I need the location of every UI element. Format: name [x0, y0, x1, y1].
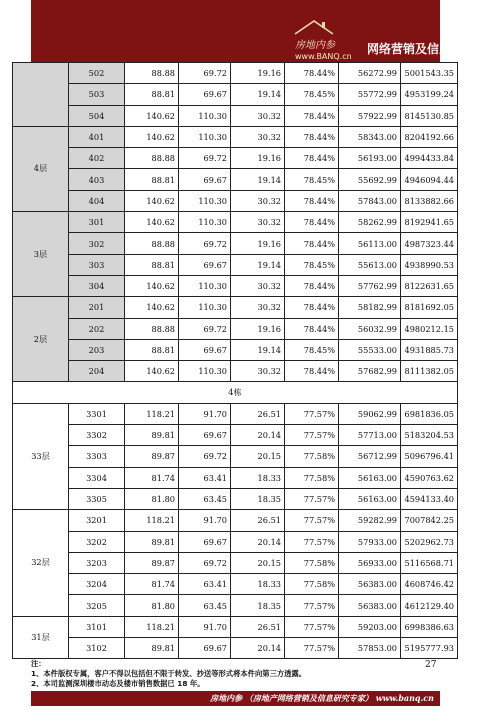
- unit-cell: 3305: [69, 488, 125, 509]
- value-cell: 4938990.53: [401, 254, 458, 275]
- table-row: [13, 361, 458, 382]
- unit-cell: 3301: [69, 403, 125, 424]
- value-cell: 5195777.93: [401, 638, 458, 659]
- value-cell: 69.67: [179, 339, 231, 360]
- value-cell: 140.62: [125, 361, 179, 382]
- value-cell: 59203.00: [339, 616, 401, 637]
- value-cell: 91.70: [179, 403, 231, 424]
- value-cell: 19.14: [231, 84, 285, 105]
- value-cell: 78.44%: [285, 318, 339, 339]
- value-cell: 55772.99: [339, 84, 401, 105]
- unit-cell: 302: [69, 233, 125, 254]
- value-cell: 4946094.44: [401, 169, 458, 190]
- table-row: [13, 552, 458, 573]
- value-cell: 77.57%: [285, 403, 339, 424]
- value-cell: 26.51: [231, 403, 285, 424]
- unit-cell: 504: [69, 105, 125, 126]
- value-cell: 18.33: [231, 467, 285, 488]
- unit-cell: 3201: [69, 510, 125, 531]
- value-cell: 88.88: [125, 63, 179, 84]
- value-cell: 18.35: [231, 488, 285, 509]
- unit-cell: 402: [69, 148, 125, 169]
- value-cell: 20.14: [231, 531, 285, 552]
- unit-cell: 202: [69, 318, 125, 339]
- value-cell: 57713.00: [339, 425, 401, 446]
- value-cell: 57682.99: [339, 361, 401, 382]
- value-cell: 110.30: [179, 297, 231, 318]
- value-cell: 78.45%: [285, 169, 339, 190]
- value-cell: 77.57%: [285, 510, 339, 531]
- notes-line-1: 1、本件版权专属，客户不得以包括但不限于转发、抄送等形式将本件向第三方透露。: [31, 669, 307, 678]
- value-cell: 77.58%: [285, 552, 339, 573]
- value-cell: 69.67: [179, 254, 231, 275]
- value-cell: 89.81: [125, 638, 179, 659]
- unit-cell: 401: [69, 126, 125, 147]
- value-cell: 140.62: [125, 190, 179, 211]
- table-row: [13, 339, 458, 360]
- value-cell: 77.58%: [285, 574, 339, 595]
- value-cell: 6998386.63: [401, 616, 458, 637]
- unit-cell: 3102: [69, 638, 125, 659]
- value-cell: 6981836.05: [401, 403, 458, 424]
- value-cell: 4612129.40: [401, 595, 458, 616]
- value-cell: 20.14: [231, 638, 285, 659]
- value-cell: 78.44%: [285, 233, 339, 254]
- table-row: [13, 275, 458, 296]
- value-cell: 5202962.73: [401, 531, 458, 552]
- value-cell: 69.72: [179, 63, 231, 84]
- value-cell: 5001543.35: [401, 63, 458, 84]
- floor-cell: 32层: [13, 510, 69, 616]
- value-cell: 78.45%: [285, 339, 339, 360]
- value-cell: 57843.00: [339, 190, 401, 211]
- header-title: 网络营销及信息研究专家: [367, 42, 499, 56]
- value-cell: 77.57%: [285, 616, 339, 637]
- value-cell: 56712.99: [339, 446, 401, 467]
- table-row: [13, 531, 458, 552]
- value-cell: 118.21: [125, 510, 179, 531]
- value-cell: 56383.00: [339, 595, 401, 616]
- unit-cell: 303: [69, 254, 125, 275]
- notes-line-2: 2、本司监测深圳楼市动态及楼市销售数据已 18 年。: [31, 679, 205, 688]
- value-cell: 19.14: [231, 339, 285, 360]
- value-cell: 118.21: [125, 403, 179, 424]
- unit-cell: 3205: [69, 595, 125, 616]
- unit-cell: 3304: [69, 467, 125, 488]
- price-table-body: [13, 63, 458, 659]
- value-cell: 57762.99: [339, 275, 401, 296]
- unit-cell: 503: [69, 84, 125, 105]
- value-cell: 78.44%: [285, 190, 339, 211]
- value-cell: 56163.00: [339, 467, 401, 488]
- value-cell: 88.81: [125, 169, 179, 190]
- unit-cell: 3202: [69, 531, 125, 552]
- value-cell: 55692.99: [339, 169, 401, 190]
- value-cell: 20.15: [231, 552, 285, 573]
- value-cell: 30.32: [231, 361, 285, 382]
- value-cell: 58182.99: [339, 297, 401, 318]
- value-cell: 4594133.40: [401, 488, 458, 509]
- value-cell: 69.67: [179, 84, 231, 105]
- value-cell: 8192941.65: [401, 212, 458, 233]
- value-cell: 8122631.65: [401, 275, 458, 296]
- value-cell: 56272.99: [339, 63, 401, 84]
- value-cell: 4953199.24: [401, 84, 458, 105]
- value-cell: 18.33: [231, 574, 285, 595]
- table-row: [13, 190, 458, 211]
- unit-cell: 201: [69, 297, 125, 318]
- value-cell: 77.57%: [285, 425, 339, 446]
- value-cell: 56163.00: [339, 488, 401, 509]
- value-cell: 110.30: [179, 361, 231, 382]
- value-cell: 57933.00: [339, 531, 401, 552]
- unit-cell: 404: [69, 190, 125, 211]
- table-row: [13, 467, 458, 488]
- value-cell: 88.81: [125, 254, 179, 275]
- value-cell: 78.44%: [285, 148, 339, 169]
- value-cell: 140.62: [125, 212, 179, 233]
- value-cell: 4994433.84: [401, 148, 458, 169]
- value-cell: 57853.00: [339, 638, 401, 659]
- value-cell: 91.70: [179, 616, 231, 637]
- table-row: [13, 488, 458, 509]
- value-cell: 77.57%: [285, 638, 339, 659]
- value-cell: 18.35: [231, 595, 285, 616]
- value-cell: 77.57%: [285, 531, 339, 552]
- value-cell: 63.45: [179, 595, 231, 616]
- value-cell: 19.16: [231, 318, 285, 339]
- value-cell: 89.81: [125, 425, 179, 446]
- value-cell: 4987323.44: [401, 233, 458, 254]
- floor-cell: 3层: [13, 212, 69, 297]
- value-cell: 8111382.05: [401, 361, 458, 382]
- unit-cell: 403: [69, 169, 125, 190]
- brand-logo-text: 房地内参: [295, 40, 335, 51]
- floor-cell: [13, 63, 69, 127]
- unit-cell: 203: [69, 339, 125, 360]
- value-cell: 110.30: [179, 275, 231, 296]
- value-cell: 88.88: [125, 318, 179, 339]
- section-label: 4栋: [13, 382, 458, 403]
- value-cell: 81.80: [125, 488, 179, 509]
- unit-cell: 3204: [69, 574, 125, 595]
- value-cell: 5183204.53: [401, 425, 458, 446]
- value-cell: 69.67: [179, 425, 231, 446]
- value-cell: 78.44%: [285, 361, 339, 382]
- table-row: [13, 638, 458, 659]
- value-cell: 30.32: [231, 105, 285, 126]
- value-cell: 89.87: [125, 552, 179, 573]
- table-row: [13, 403, 458, 424]
- value-cell: 110.30: [179, 105, 231, 126]
- page-number: 27: [425, 660, 437, 670]
- table-row: [13, 126, 458, 147]
- value-cell: 30.32: [231, 297, 285, 318]
- footer-bar: 房地内参 （房地产网络营销及信息研究专家） www.banq.cn: [31, 691, 440, 706]
- value-cell: 30.32: [231, 190, 285, 211]
- floor-cell: 4层: [13, 126, 69, 211]
- value-cell: 89.87: [125, 446, 179, 467]
- value-cell: 19.14: [231, 169, 285, 190]
- value-cell: 8133882.66: [401, 190, 458, 211]
- table-row: [13, 148, 458, 169]
- value-cell: 63.41: [179, 574, 231, 595]
- value-cell: 58343.00: [339, 126, 401, 147]
- unit-cell: 502: [69, 63, 125, 84]
- value-cell: 56193.00: [339, 148, 401, 169]
- value-cell: 19.14: [231, 254, 285, 275]
- value-cell: 78.44%: [285, 212, 339, 233]
- section-row: [13, 382, 458, 403]
- brand-site: www.BANQ.cn: [295, 52, 352, 61]
- value-cell: 88.81: [125, 84, 179, 105]
- table-row: [13, 105, 458, 126]
- unit-cell: 3203: [69, 552, 125, 573]
- value-cell: 77.58%: [285, 446, 339, 467]
- value-cell: 81.74: [125, 467, 179, 488]
- value-cell: 58262.99: [339, 212, 401, 233]
- table-row: [13, 318, 458, 339]
- value-cell: 140.62: [125, 297, 179, 318]
- notes-heading: 注：: [31, 659, 46, 668]
- value-cell: 140.62: [125, 126, 179, 147]
- price-table: [12, 62, 458, 659]
- unit-cell: 204: [69, 361, 125, 382]
- value-cell: 110.30: [179, 190, 231, 211]
- value-cell: 30.32: [231, 212, 285, 233]
- value-cell: 77.57%: [285, 595, 339, 616]
- value-cell: 56383.00: [339, 574, 401, 595]
- value-cell: 63.45: [179, 488, 231, 509]
- unit-cell: 304: [69, 275, 125, 296]
- value-cell: 8145130.85: [401, 105, 458, 126]
- notes: [31, 659, 423, 689]
- value-cell: 91.70: [179, 510, 231, 531]
- value-cell: 69.72: [179, 148, 231, 169]
- value-cell: 57922.99: [339, 105, 401, 126]
- value-cell: 89.81: [125, 531, 179, 552]
- unit-cell: 3101: [69, 616, 125, 637]
- value-cell: 69.67: [179, 531, 231, 552]
- table-row: [13, 169, 458, 190]
- value-cell: 59282.99: [339, 510, 401, 531]
- unit-cell: 301: [69, 212, 125, 233]
- floor-cell: 33层: [13, 403, 69, 509]
- unit-cell: 3303: [69, 446, 125, 467]
- value-cell: 69.72: [179, 446, 231, 467]
- value-cell: 110.30: [179, 126, 231, 147]
- value-cell: 78.45%: [285, 254, 339, 275]
- table-row: [13, 297, 458, 318]
- value-cell: 8204192.66: [401, 126, 458, 147]
- value-cell: 81.74: [125, 574, 179, 595]
- value-cell: 78.45%: [285, 84, 339, 105]
- value-cell: 4608746.42: [401, 574, 458, 595]
- value-cell: 78.44%: [285, 105, 339, 126]
- value-cell: 59062.99: [339, 403, 401, 424]
- value-cell: 56113.00: [339, 233, 401, 254]
- table-row: [13, 574, 458, 595]
- table-row: [13, 212, 458, 233]
- value-cell: 88.88: [125, 233, 179, 254]
- value-cell: 78.44%: [285, 275, 339, 296]
- value-cell: 78.44%: [285, 63, 339, 84]
- value-cell: 78.44%: [285, 297, 339, 318]
- value-cell: 69.72: [179, 552, 231, 573]
- floor-cell: 31层: [13, 616, 69, 659]
- value-cell: 118.21: [125, 616, 179, 637]
- floor-cell: 2层: [13, 297, 69, 382]
- value-cell: 26.51: [231, 616, 285, 637]
- value-cell: 69.72: [179, 233, 231, 254]
- value-cell: 7007842.25: [401, 510, 458, 531]
- value-cell: 69.67: [179, 638, 231, 659]
- unit-cell: 3302: [69, 425, 125, 446]
- value-cell: 140.62: [125, 105, 179, 126]
- value-cell: 26.51: [231, 510, 285, 531]
- value-cell: 56933.00: [339, 552, 401, 573]
- value-cell: 77.58%: [285, 467, 339, 488]
- value-cell: 110.30: [179, 212, 231, 233]
- table-row: [13, 84, 458, 105]
- table-row: [13, 510, 458, 531]
- value-cell: 20.14: [231, 425, 285, 446]
- value-cell: 19.16: [231, 63, 285, 84]
- header-banner: [31, 0, 499, 62]
- value-cell: 78.44%: [285, 126, 339, 147]
- value-cell: 88.88: [125, 148, 179, 169]
- value-cell: 20.15: [231, 446, 285, 467]
- value-cell: 56032.99: [339, 318, 401, 339]
- table-row: [13, 254, 458, 275]
- value-cell: 4590763.62: [401, 467, 458, 488]
- value-cell: 4980212.15: [401, 318, 458, 339]
- value-cell: 140.62: [125, 275, 179, 296]
- table-row: [13, 233, 458, 254]
- value-cell: 19.16: [231, 233, 285, 254]
- value-cell: 30.32: [231, 126, 285, 147]
- value-cell: 81.80: [125, 595, 179, 616]
- value-cell: 69.72: [179, 318, 231, 339]
- value-cell: 55613.00: [339, 254, 401, 275]
- value-cell: 8181692.05: [401, 297, 458, 318]
- brand-tagline: [295, 36, 352, 62]
- value-cell: 5096796.41: [401, 446, 458, 467]
- value-cell: 63.41: [179, 467, 231, 488]
- table-row: [13, 616, 458, 637]
- table-row: [13, 446, 458, 467]
- table-row: [13, 63, 458, 84]
- table-row: [13, 425, 458, 446]
- value-cell: 69.67: [179, 169, 231, 190]
- value-cell: 4931885.73: [401, 339, 458, 360]
- value-cell: 5116568.71: [401, 552, 458, 573]
- value-cell: 77.57%: [285, 488, 339, 509]
- value-cell: 55533.00: [339, 339, 401, 360]
- value-cell: 19.16: [231, 148, 285, 169]
- value-cell: 88.81: [125, 339, 179, 360]
- value-cell: 30.32: [231, 275, 285, 296]
- table-row: [13, 595, 458, 616]
